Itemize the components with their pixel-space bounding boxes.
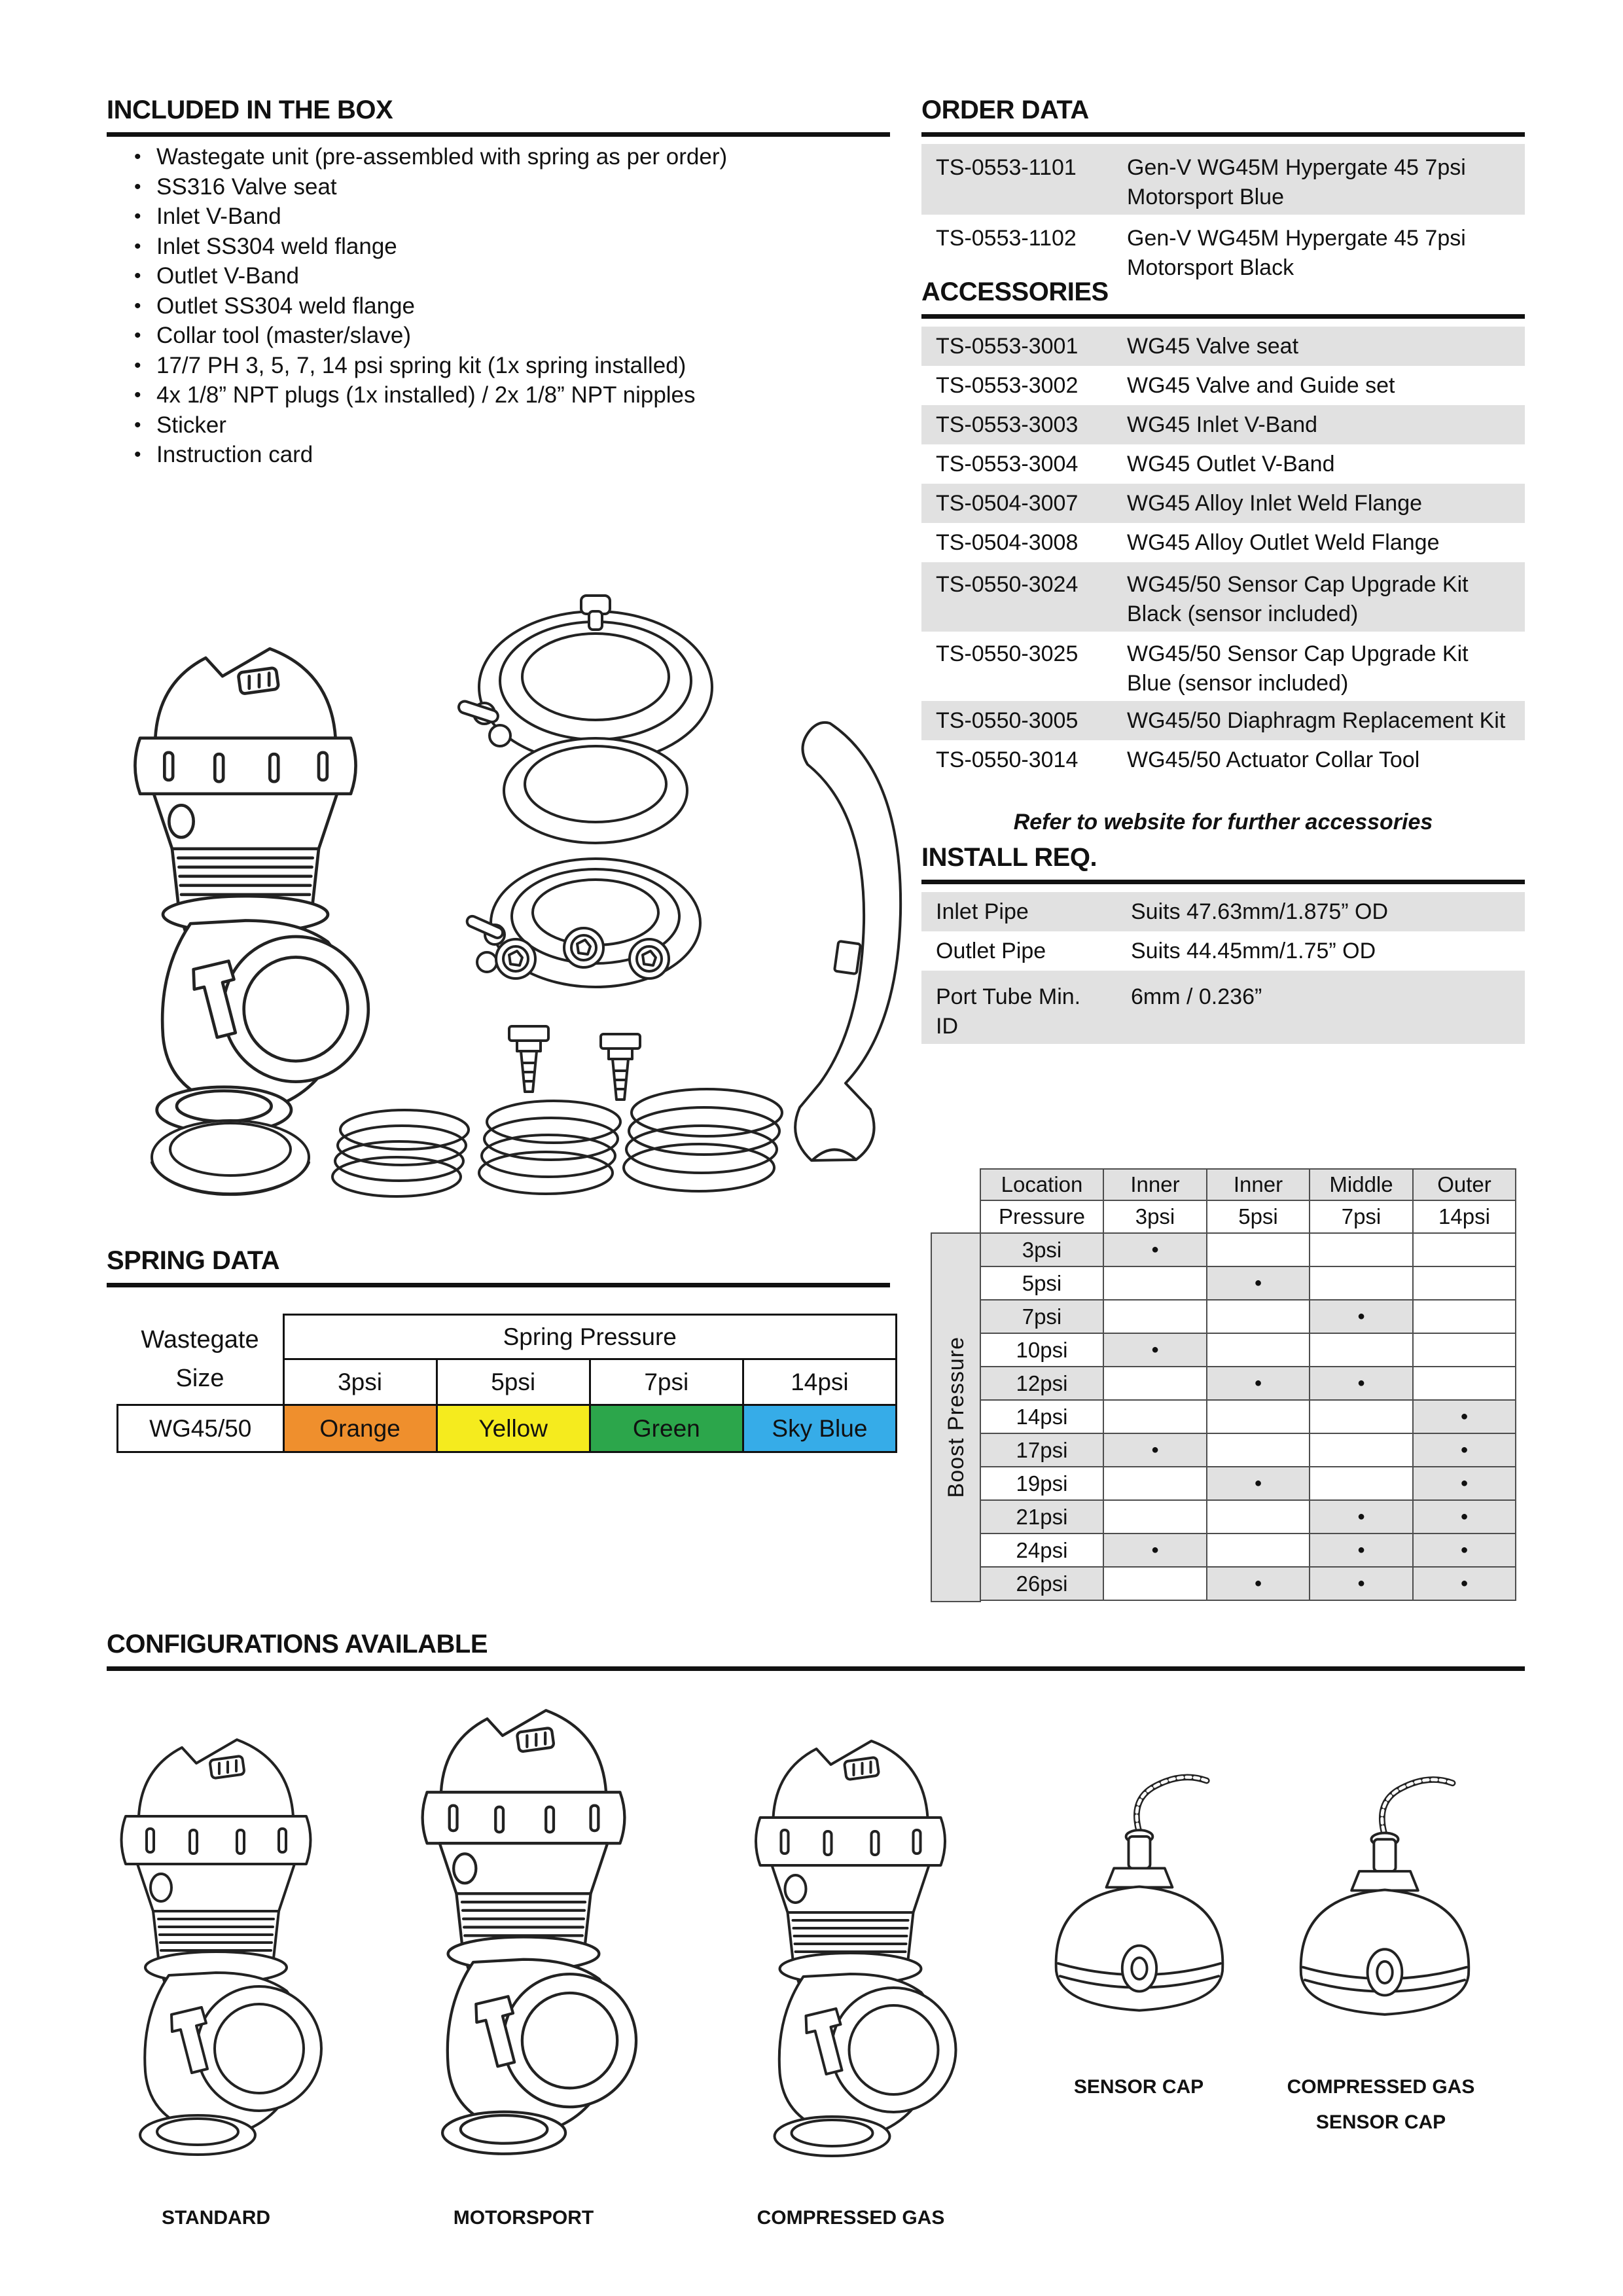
dot-cell <box>1103 1400 1207 1433</box>
dot-cell <box>1413 1333 1516 1367</box>
dot-cell: ● <box>1207 1567 1310 1600</box>
part-number-cell: TS-0504-3007 <box>936 490 1079 516</box>
spec-value-cell: 6mm / 0.236” <box>1131 984 1262 1009</box>
spring-color-cell: Green <box>590 1405 743 1452</box>
dot-cell <box>1103 1266 1207 1300</box>
dot-cell: ● <box>1413 1534 1516 1567</box>
motorsport-wastegate-drawing <box>396 1677 651 2166</box>
table-row <box>980 1169 1516 1200</box>
spec-label-cell: Outlet Pipe <box>936 938 1046 963</box>
caption-sensor-cap: SENSOR CAP <box>1073 2076 1204 2098</box>
dot-cell <box>1103 1367 1207 1400</box>
dot-cell <box>1207 1400 1310 1433</box>
compressed-gas-sensor-cap-drawing <box>1276 1764 1492 2039</box>
table-row <box>921 144 1525 215</box>
table-row <box>980 1233 1516 1266</box>
part-number-cell: TS-0553-1101 <box>936 155 1077 180</box>
list-item: • 4x 1/8” NPT plugs (1x installed) / 2x 1/8” NPT nipples <box>107 380 890 410</box>
table-row <box>118 1405 897 1452</box>
accessories-table <box>921 327 1525 780</box>
part-number-cell: TS-0553-3003 <box>936 412 1079 437</box>
psi-header-cell: 3psi <box>283 1359 437 1405</box>
dot-cell: ● <box>1310 1567 1413 1600</box>
caption-motorsport: MOTORSPORT <box>453 2207 594 2229</box>
v-band-clamp-drawing <box>457 596 712 843</box>
compressed-gas-wastegate-drawing <box>728 1710 973 2168</box>
spring-data-table <box>116 1314 897 1453</box>
description-cell: Gen-V WG45M Hypergate 45 7psi Motorsport Blue <box>1127 155 1466 209</box>
dot-cell: ● <box>1413 1433 1516 1467</box>
matrix-header-cell: Outer <box>1413 1169 1516 1200</box>
configurations-section <box>107 1631 1525 1671</box>
dot-cell <box>1310 1233 1413 1266</box>
dot-cell <box>1413 1367 1516 1400</box>
table-row <box>980 1500 1516 1534</box>
dot-cell <box>1103 1567 1207 1600</box>
dot-cell: ● <box>1207 1467 1310 1500</box>
spec-label-cell: Inlet Pipe <box>936 899 1029 924</box>
table-row <box>921 215 1525 285</box>
matrix-header-cell: Middle <box>1310 1169 1413 1200</box>
list-item: • Wastegate unit (pre-assembled with spring as per order) <box>107 142 890 172</box>
spec-label-cell: Port Tube Min. ID <box>936 984 1081 1039</box>
table-row <box>980 1266 1516 1300</box>
description-cell: WG45 Inlet V-Band <box>1127 412 1318 437</box>
matrix-header-cell: 14psi <box>1413 1200 1516 1233</box>
table-row <box>980 1567 1516 1600</box>
matrix-header-cell: 5psi <box>1207 1200 1310 1233</box>
accessories-title: ACCESSORIES <box>921 279 1525 319</box>
dot-cell: ● <box>1413 1467 1516 1500</box>
dot-cell: ● <box>1413 1400 1516 1433</box>
install-req-table <box>921 892 1525 1044</box>
boost-matrix-table <box>980 1168 1516 1601</box>
description-cell: WG45 Outlet V-Band <box>1127 451 1335 476</box>
dot-cell: ● <box>1207 1266 1310 1300</box>
spec-value-cell: Suits 44.45mm/1.75” OD <box>1131 938 1376 963</box>
list-item: • Outlet V-Band <box>107 261 890 291</box>
table-row <box>980 1333 1516 1367</box>
springs-drawing <box>332 1089 782 1196</box>
list-item: • Collar tool (master/slave) <box>107 321 890 351</box>
list-item: • Instruction card <box>107 440 890 470</box>
table-row <box>980 1367 1516 1400</box>
description-cell: Gen-V WG45M Hypergate 45 7psi Motorsport Black <box>1127 226 1466 280</box>
row-label-cell: 24psi <box>980 1534 1103 1567</box>
row-label-cell: 5psi <box>980 1266 1103 1300</box>
caption-compressed-gas-sensor-cap: COMPRESSED GAS SENSOR CAP <box>1287 2076 1475 2133</box>
part-number-cell: TS-0553-3002 <box>936 372 1079 398</box>
dot-cell: ● <box>1310 1300 1413 1333</box>
collar-tool-drawing <box>795 723 901 1160</box>
part-number-cell: TS-0550-3024 <box>936 572 1079 597</box>
table-row <box>921 632 1525 701</box>
list-item: • Outlet SS304 weld flange <box>107 291 890 321</box>
matrix-header-cell: Pressure <box>980 1200 1103 1233</box>
part-number-cell: TS-0553-3001 <box>936 333 1079 359</box>
dot-cell <box>1103 1467 1207 1500</box>
list-item: • 17/7 PH 3, 5, 7, 14 psi spring kit (1x spring installed) <box>107 351 890 381</box>
row-label-cell: 17psi <box>980 1433 1103 1467</box>
description-cell: WG45/50 Sensor Cap Upgrade Kit Blue (sensor included) <box>1127 641 1469 696</box>
included-list <box>107 142 890 470</box>
dot-cell <box>1207 1333 1310 1367</box>
dot-cell: ● <box>1103 1233 1207 1266</box>
spring-data-title: SPRING DATA <box>107 1247 890 1287</box>
table-row <box>980 1400 1516 1433</box>
table-row <box>118 1315 897 1359</box>
dot-cell <box>1207 1300 1310 1333</box>
dot-cell <box>1310 1266 1413 1300</box>
install-req-section <box>921 844 1525 1044</box>
spring-color-cell: Yellow <box>437 1405 590 1452</box>
table-row <box>980 1433 1516 1467</box>
configurations-title: CONFIGURATIONS AVAILABLE <box>107 1631 1525 1671</box>
part-number-cell: TS-0553-1102 <box>936 226 1077 251</box>
dot-cell: ● <box>1310 1500 1413 1534</box>
exploded-kit-drawing <box>92 576 910 1230</box>
table-row <box>980 1300 1516 1333</box>
matrix-header-cell: Inner <box>1207 1169 1310 1200</box>
table-row <box>921 701 1525 740</box>
sensor-cap-drawing <box>1034 1761 1243 2036</box>
install-req-title: INSTALL REQ. <box>921 844 1525 884</box>
spring-data-section <box>107 1247 890 1453</box>
matrix-header-cell: Inner <box>1103 1169 1207 1200</box>
npt-nipples-drawing <box>509 1026 640 1100</box>
dot-cell <box>1103 1500 1207 1534</box>
spring-color-cell: Sky Blue <box>743 1405 896 1452</box>
dot-cell: ● <box>1103 1534 1207 1567</box>
psi-header-cell: 7psi <box>590 1359 743 1405</box>
spring-pressure-header: Spring Pressure <box>283 1315 897 1359</box>
included-in-box-section <box>107 97 890 470</box>
dot-cell <box>1103 1300 1207 1333</box>
dot-cell <box>1413 1233 1516 1266</box>
dot-cell <box>1207 1433 1310 1467</box>
wastegate-unit-drawing <box>135 649 368 1133</box>
dot-cell <box>1207 1233 1310 1266</box>
matrix-header-cell: Location <box>980 1169 1103 1200</box>
row-label-cell: 21psi <box>980 1500 1103 1534</box>
description-cell: WG45/50 Actuator Collar Tool <box>1127 747 1420 772</box>
dot-cell <box>1413 1266 1516 1300</box>
row-label-cell: 12psi <box>980 1367 1103 1400</box>
description-cell: WG45/50 Diaphragm Replacement Kit <box>1127 708 1506 733</box>
part-number-cell: TS-0504-3008 <box>936 529 1079 555</box>
dot-cell <box>1310 1467 1413 1500</box>
table-row <box>921 327 1525 366</box>
table-row <box>921 971 1525 1044</box>
table-row <box>921 931 1525 971</box>
description-cell: WG45 Alloy Inlet Weld Flange <box>1127 490 1423 516</box>
table-row <box>980 1467 1516 1500</box>
dot-cell: ● <box>1207 1367 1310 1400</box>
wastegate-size-header: Wastegate Size <box>141 1325 259 1392</box>
description-cell: WG45 Alloy Outlet Weld Flange <box>1127 529 1440 555</box>
valve-seat-drawing <box>152 1121 309 1194</box>
dot-cell <box>1310 1400 1413 1433</box>
row-label-cell: 26psi <box>980 1567 1103 1600</box>
table-row <box>921 562 1525 632</box>
row-label-cell: 3psi <box>980 1233 1103 1266</box>
table-row <box>921 892 1525 931</box>
dot-cell: ● <box>1103 1433 1207 1467</box>
psi-header-cell: 5psi <box>437 1359 590 1405</box>
boost-pressure-axis-label: Boost Pressure <box>931 1232 981 1602</box>
list-item: • SS316 Valve seat <box>107 172 890 202</box>
table-row <box>921 523 1525 562</box>
description-cell: WG45/50 Sensor Cap Upgrade Kit Black (sensor included) <box>1127 572 1469 626</box>
order-data-section <box>921 97 1525 285</box>
spring-color-cell: Orange <box>283 1405 437 1452</box>
dot-cell: ● <box>1413 1567 1516 1600</box>
accessories-section <box>921 279 1525 835</box>
table-row <box>980 1200 1516 1233</box>
order-data-title: ORDER DATA <box>921 97 1525 137</box>
table-row <box>980 1534 1516 1567</box>
part-number-cell: TS-0550-3005 <box>936 708 1079 733</box>
part-number-cell: TS-0553-3004 <box>936 451 1079 476</box>
part-number-cell: TS-0550-3025 <box>936 641 1079 666</box>
list-item: • Sticker <box>107 410 890 440</box>
table-row <box>921 484 1525 523</box>
psi-header-cell: 14psi <box>743 1359 896 1405</box>
caption-standard: STANDARD <box>161 2207 271 2229</box>
matrix-header-cell: 7psi <box>1310 1200 1413 1233</box>
table-row <box>921 740 1525 780</box>
dot-cell <box>1207 1500 1310 1534</box>
dot-cell: ● <box>1310 1534 1413 1567</box>
included-title: INCLUDED IN THE BOX <box>107 97 890 137</box>
row-label-cell: 19psi <box>980 1467 1103 1500</box>
dot-cell <box>1207 1534 1310 1567</box>
row-label-cell: 7psi <box>980 1300 1103 1333</box>
row-label-cell: 14psi <box>980 1400 1103 1433</box>
table-row <box>921 405 1525 444</box>
row-label-cell: 10psi <box>980 1333 1103 1367</box>
table-row <box>921 444 1525 484</box>
dot-cell: ● <box>1310 1367 1413 1400</box>
dot-cell <box>1310 1333 1413 1367</box>
wastegate-size-cell: WG45/50 <box>118 1405 284 1452</box>
accessories-note: Refer to website for further accessories <box>1013 810 1433 834</box>
table-row <box>921 366 1525 405</box>
list-item: • Inlet V-Band <box>107 202 890 232</box>
spec-value-cell: Suits 47.63mm/1.875” OD <box>1131 899 1389 924</box>
part-number-cell: TS-0550-3014 <box>936 747 1079 772</box>
dot-cell <box>1310 1433 1413 1467</box>
dot-cell: ● <box>1103 1333 1207 1367</box>
description-cell: WG45 Valve seat <box>1127 333 1299 359</box>
standard-wastegate-drawing <box>98 1708 334 2166</box>
dot-cell: ● <box>1413 1500 1516 1534</box>
caption-compressed-gas: COMPRESSED GAS <box>757 2207 945 2229</box>
order-data-table <box>921 144 1525 285</box>
description-cell: WG45 Valve and Guide set <box>1127 372 1395 398</box>
dot-cell <box>1413 1300 1516 1333</box>
matrix-header-cell: 3psi <box>1103 1200 1207 1233</box>
list-item: • Inlet SS304 weld flange <box>107 232 890 262</box>
